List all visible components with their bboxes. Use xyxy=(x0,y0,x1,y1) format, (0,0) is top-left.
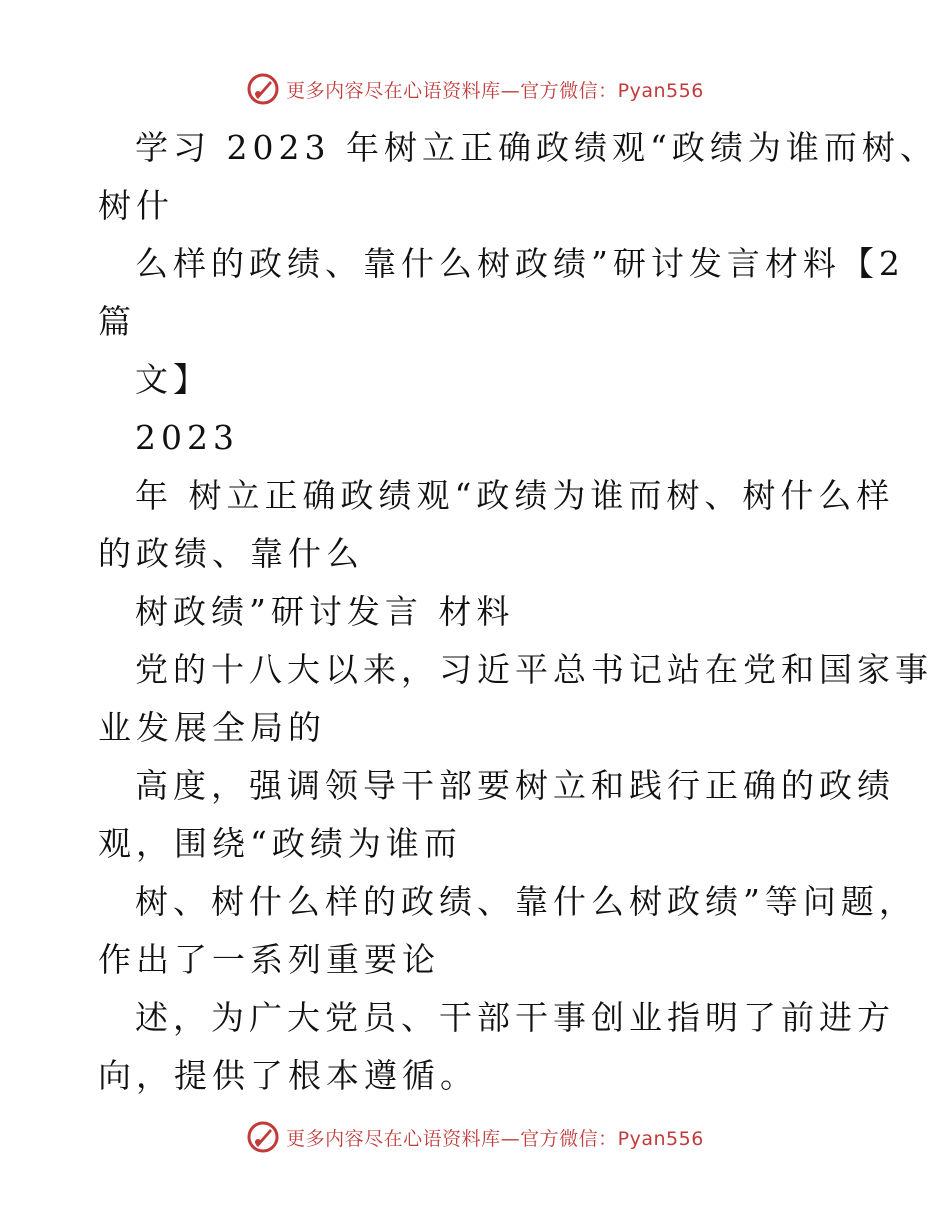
doc-line: 党的十八大以来，习近平总书记站在党和国家事 xyxy=(135,650,933,689)
doc-line: 年 树立正确政绩观“政绩为谁而树、树什么样 xyxy=(135,476,895,515)
doc-line: 树、树什么样的政绩、靠什么树政绩”等问题， xyxy=(135,882,917,921)
doc-line: 述，为广大党员、干部干事创业指明了前进方 xyxy=(135,998,895,1037)
doc-line: 高度，强调领导干部要树立和践行正确的政绩 xyxy=(135,766,895,805)
doc-line: 学习 2023 年树立正确政绩观“政绩为谁而树、 xyxy=(135,128,938,167)
doc-line: 2023 xyxy=(135,418,239,457)
quill-circle-logo-icon xyxy=(246,1120,280,1154)
doc-line: 篇 xyxy=(98,302,136,341)
quill-circle-logo-icon xyxy=(246,72,280,106)
doc-line: 作出了一系列重要论 xyxy=(98,940,440,979)
doc-line: 观，围绕“政绩为谁而 xyxy=(98,824,462,863)
footer-banner-text: 更多内容尽在心语资料库—官方微信：Pyan556 xyxy=(286,1127,704,1150)
doc-line: 业发展全局的 xyxy=(98,708,326,747)
header-banner xyxy=(0,72,950,106)
doc-line: 的政绩、靠什么 xyxy=(98,534,364,573)
footer-banner xyxy=(0,1120,950,1154)
doc-line: 么样的政绩、靠什么树政绩”研讨发言材料【2 xyxy=(135,244,905,283)
doc-line: 向，提供了根本遵循。 xyxy=(98,1056,478,1095)
doc-line: 文】 xyxy=(135,360,211,399)
doc-line: 树政绩”研讨发言 材料 xyxy=(135,592,515,631)
header-banner-text: 更多内容尽在心语资料库—官方微信：Pyan556 xyxy=(286,79,704,102)
doc-line: 树什 xyxy=(98,186,174,225)
